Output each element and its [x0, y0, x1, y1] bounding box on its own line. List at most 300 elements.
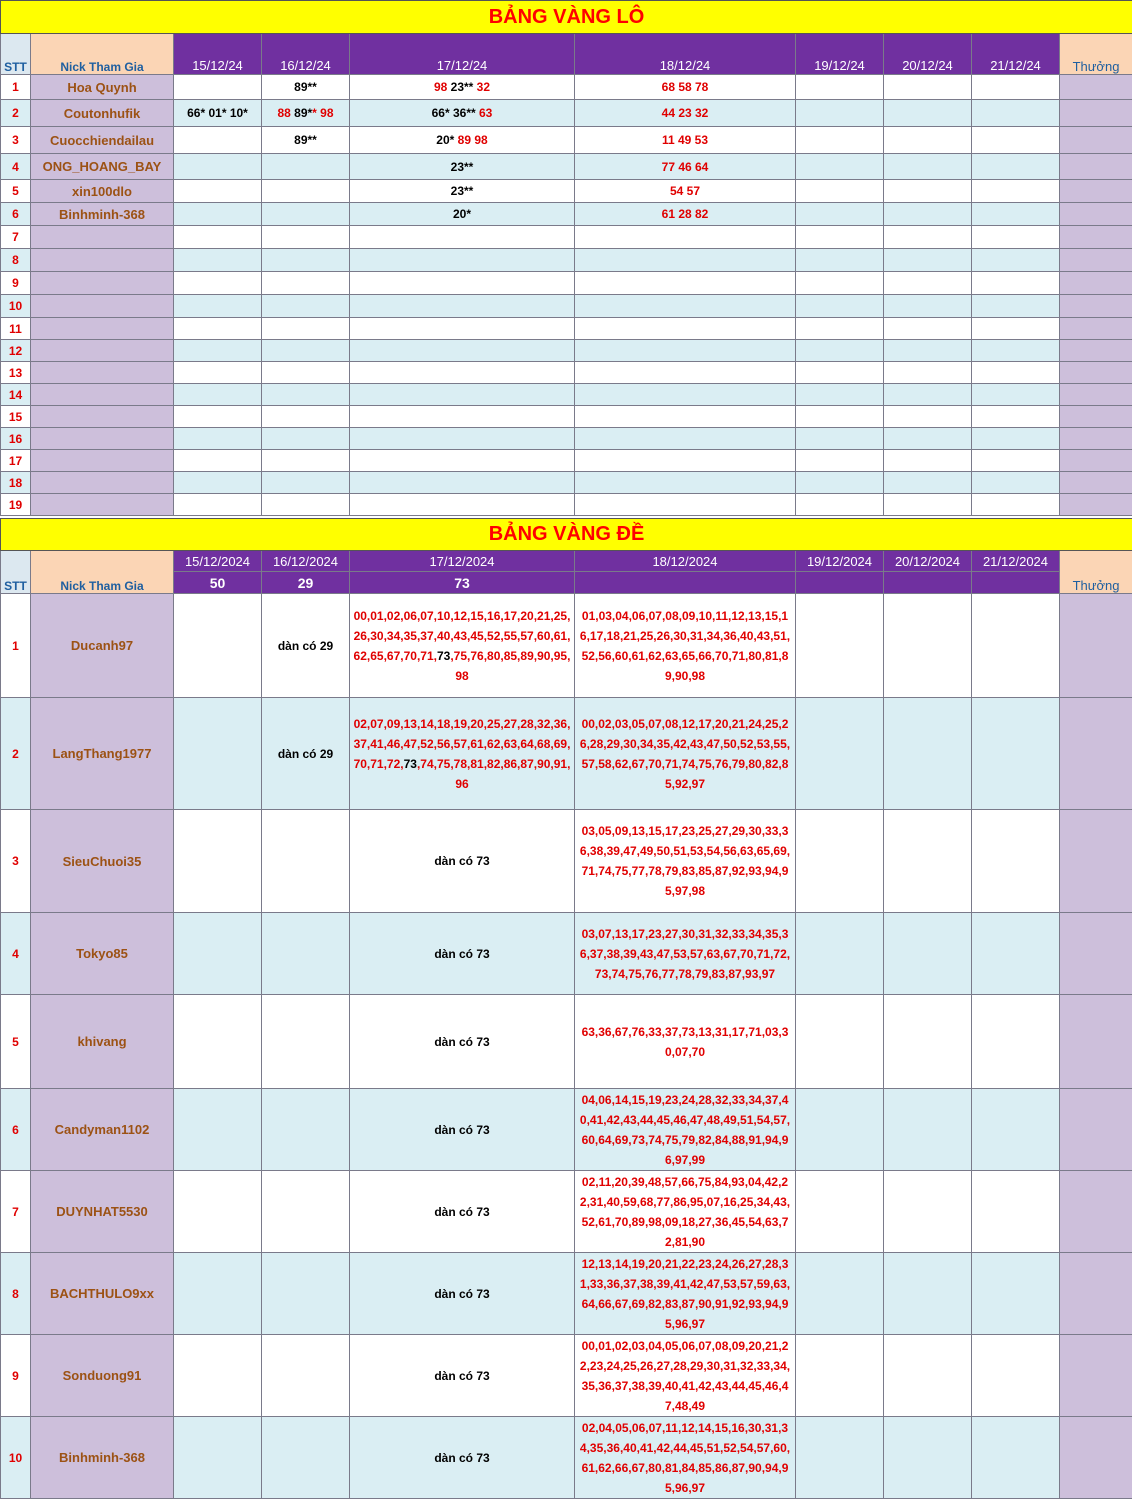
pick-cell [884, 472, 972, 494]
pick-cell [972, 362, 1060, 384]
prize-cell [1060, 450, 1132, 472]
lo-header-stt: STT [1, 34, 31, 75]
pick-cell [174, 698, 262, 810]
pick-cell [884, 180, 972, 203]
row-number: 9 [1, 1335, 31, 1417]
prize-cell [1060, 127, 1132, 154]
pick-cell [796, 913, 884, 995]
pick-cell [972, 1253, 1060, 1335]
de-header-row [1, 551, 1132, 572]
nick-name [31, 226, 174, 249]
pick-cell: dàn có 29 [262, 698, 350, 810]
prize-cell [1060, 810, 1132, 913]
pick-cell [884, 594, 972, 698]
pick-cell [575, 362, 796, 384]
prize-cell [1060, 1417, 1132, 1499]
pick-cell: 66* 01* 10* [174, 100, 262, 127]
de-header-date: 19/12/2024 [796, 551, 884, 572]
pick-cell [350, 450, 575, 472]
pick-cell [350, 318, 575, 340]
pick-cell [174, 384, 262, 406]
pick-cell [174, 362, 262, 384]
number-segment: 02,07,09,13,14,18,19,20,25,27,28,32,36,37,41,46,47,52,56,57,61,62,63,64,68,69,70,71,72, [353, 716, 571, 771]
pick-cell [884, 127, 972, 154]
pick-cell: dàn có 73 [350, 1253, 575, 1335]
pick-cell [174, 340, 262, 362]
pick-cell: dàn có 73 [350, 1417, 575, 1499]
pick-cell [796, 226, 884, 249]
pick-cell [262, 180, 350, 203]
nick-name [31, 272, 174, 295]
pick-cell [796, 295, 884, 318]
pick-cell [575, 318, 796, 340]
row-number: 6 [1, 1089, 31, 1171]
row-number: 13 [1, 362, 31, 384]
pick-cell [884, 428, 972, 450]
table-row [1, 1417, 1132, 1499]
pick-cell [262, 384, 350, 406]
table-row [1, 362, 1132, 384]
pick-cell [575, 340, 796, 362]
pick-cell [972, 810, 1060, 913]
number-segment: 66* 36** [431, 106, 479, 120]
pick-cell [796, 249, 884, 272]
row-number: 1 [1, 75, 31, 100]
pick-cell [884, 203, 972, 226]
prize-cell [1060, 249, 1132, 272]
pick-cell: 04,06,14,15,19,23,24,28,32,33,34,37,40,41,42,43,44,45,46,47,48,49,51,54,57,60,64,69,73,74,75,79,82,84,88,91,94,96,97,99 [575, 1089, 796, 1171]
de-header-nick: Nick Tham Gia [31, 551, 174, 594]
pick-cell [262, 995, 350, 1089]
pick-cell [796, 810, 884, 913]
pick-cell: 01,03,04,06,07,08,09,10,11,12,13,15,16,17,18,21,25,26,30,31,34,36,40,43,51,52,56,60,61,62,63,65,66,70,71,80,81,89,90,98 [575, 594, 796, 698]
pick-cell [174, 272, 262, 295]
pick-cell [350, 406, 575, 428]
de-result: 73 [350, 572, 575, 594]
nick-name: khivang [31, 995, 174, 1089]
pick-cell: 89** [262, 127, 350, 154]
number-segment: 73 [436, 648, 451, 663]
pick-cell [262, 362, 350, 384]
pick-cell [884, 450, 972, 472]
pick-cell [174, 226, 262, 249]
number-segment: 88 [277, 106, 295, 120]
prize-cell [1060, 203, 1132, 226]
pick-cell [972, 180, 1060, 203]
pick-cell [174, 75, 262, 100]
table-row [1, 127, 1132, 154]
prize-cell [1060, 995, 1132, 1089]
pick-cell: 12,13,14,19,20,21,22,23,24,26,27,28,31,33,36,37,38,39,41,42,47,53,57,59,63,64,66,67,69,82,83,87,90,91,92,93,94,95,96,97 [575, 1253, 796, 1335]
de-result: 50 [174, 572, 262, 594]
de-result [972, 572, 1060, 594]
nick-name [31, 494, 174, 516]
pick-cell: 54 57 [575, 180, 796, 203]
table-row [1, 1089, 1132, 1171]
pick-cell [350, 100, 575, 127]
pick-cell [796, 340, 884, 362]
table-row [1, 594, 1132, 698]
prize-cell [1060, 494, 1132, 516]
nick-name: Ducanh97 [31, 594, 174, 698]
lo-header-date: 19/12/24 [796, 34, 884, 75]
pick-cell [575, 406, 796, 428]
pick-cell [972, 203, 1060, 226]
de-header-date: 17/12/2024 [350, 551, 575, 572]
row-number: 12 [1, 340, 31, 362]
pick-cell [796, 1417, 884, 1499]
row-number: 5 [1, 995, 31, 1089]
lo-header-nick: Nick Tham Gia [31, 34, 174, 75]
prize-cell [1060, 913, 1132, 995]
nick-name: ONG_HOANG_BAY [31, 154, 174, 180]
de-header-date: 15/12/2024 [174, 551, 262, 572]
pick-cell [796, 1335, 884, 1417]
prize-cell [1060, 1171, 1132, 1253]
nick-name: SieuChuoi35 [31, 810, 174, 913]
lo-header-prize: Thưởng [1060, 34, 1132, 75]
prize-cell [1060, 1253, 1132, 1335]
row-number: 17 [1, 450, 31, 472]
pick-cell [350, 226, 575, 249]
pick-cell [796, 154, 884, 180]
row-number: 5 [1, 180, 31, 203]
pick-cell [350, 384, 575, 406]
pick-cell [972, 384, 1060, 406]
pick-cell [174, 180, 262, 203]
pick-cell [350, 362, 575, 384]
row-number: 18 [1, 472, 31, 494]
pick-cell [174, 406, 262, 428]
pick-cell [884, 75, 972, 100]
nick-name: Binhminh-368 [31, 203, 174, 226]
de-result [884, 572, 972, 594]
pick-cell [884, 913, 972, 995]
pick-cell [972, 594, 1060, 698]
pick-cell: 23** [350, 154, 575, 180]
pick-cell [575, 494, 796, 516]
row-number: 14 [1, 384, 31, 406]
prize-cell [1060, 384, 1132, 406]
pick-cell [796, 406, 884, 428]
row-number: 2 [1, 698, 31, 810]
pick-cell [174, 428, 262, 450]
pick-cell [884, 226, 972, 249]
de-header-date: 18/12/2024 [575, 551, 796, 572]
pick-cell [884, 100, 972, 127]
pick-cell: 63,36,67,76,33,37,73,13,31,17,71,03,30,07,70 [575, 995, 796, 1089]
pick-cell [972, 1089, 1060, 1171]
nick-name [31, 428, 174, 450]
nick-name: Hoa Quynh [31, 75, 174, 100]
number-segment: * 98 [312, 106, 334, 120]
pick-cell [174, 594, 262, 698]
nick-name [31, 340, 174, 362]
pick-cell: dàn có 73 [350, 995, 575, 1089]
de-result: 29 [262, 572, 350, 594]
pick-cell [972, 428, 1060, 450]
pick-cell [174, 295, 262, 318]
nick-name: Tokyo85 [31, 913, 174, 995]
pick-cell [972, 100, 1060, 127]
number-segment: 63 [479, 106, 493, 120]
pick-cell [575, 450, 796, 472]
table-row [1, 810, 1132, 913]
pick-cell [796, 203, 884, 226]
row-number: 6 [1, 203, 31, 226]
table-row [1, 1335, 1132, 1417]
nick-name: Binhminh-368 [31, 1417, 174, 1499]
pick-cell: dàn có 73 [350, 1089, 575, 1171]
pick-cell [972, 1335, 1060, 1417]
nick-name [31, 450, 174, 472]
pick-cell [884, 362, 972, 384]
pick-cell: 77 46 64 [575, 154, 796, 180]
pick-cell [884, 384, 972, 406]
nick-name: LangThang1977 [31, 698, 174, 810]
table-row [1, 249, 1132, 272]
row-number: 7 [1, 226, 31, 249]
pick-cell [796, 272, 884, 295]
prize-cell [1060, 1335, 1132, 1417]
table-row [1, 450, 1132, 472]
prize-cell [1060, 698, 1132, 810]
pick-cell [350, 249, 575, 272]
pick-cell [972, 249, 1060, 272]
pick-cell [262, 272, 350, 295]
pick-cell [884, 1417, 972, 1499]
row-number: 7 [1, 1171, 31, 1253]
pick-cell [350, 295, 575, 318]
table-row [1, 226, 1132, 249]
pick-cell [796, 1171, 884, 1253]
lo-header-row [1, 34, 1132, 75]
row-number: 4 [1, 913, 31, 995]
table-row [1, 272, 1132, 295]
pick-cell [884, 995, 972, 1089]
pick-cell [575, 226, 796, 249]
pick-cell [174, 494, 262, 516]
pick-cell [884, 1089, 972, 1171]
table-row [1, 384, 1132, 406]
pick-cell [796, 180, 884, 203]
pick-cell [972, 154, 1060, 180]
pick-cell: 00,01,02,03,04,05,06,07,08,09,20,21,22,23,24,25,26,27,28,29,30,31,32,33,34,35,36,37,38,39,40,41,42,43,44,45,46,47,48,49 [575, 1335, 796, 1417]
pick-cell [884, 698, 972, 810]
nick-name [31, 318, 174, 340]
pick-cell [884, 318, 972, 340]
prize-cell [1060, 472, 1132, 494]
pick-cell [262, 1253, 350, 1335]
pick-cell [174, 203, 262, 226]
pick-cell [884, 340, 972, 362]
pick-cell [262, 494, 350, 516]
table-row [1, 203, 1132, 226]
pick-cell [884, 494, 972, 516]
pick-cell: dàn có 73 [350, 913, 575, 995]
row-number: 3 [1, 810, 31, 913]
pick-cell [174, 472, 262, 494]
pick-cell [796, 362, 884, 384]
pick-cell [575, 272, 796, 295]
pick-cell [972, 1171, 1060, 1253]
prize-cell [1060, 295, 1132, 318]
pick-cell [796, 594, 884, 698]
pick-cell: dàn có 73 [350, 1171, 575, 1253]
pick-cell [350, 428, 575, 450]
pick-cell [262, 295, 350, 318]
nick-name: Sonduong91 [31, 1335, 174, 1417]
pick-cell [884, 249, 972, 272]
nick-name: Cuocchiendailau [31, 127, 174, 154]
table-row [1, 154, 1132, 180]
prize-cell [1060, 428, 1132, 450]
nick-name: DUYNHAT5530 [31, 1171, 174, 1253]
pick-cell [174, 913, 262, 995]
nick-name [31, 384, 174, 406]
de-header-stt: STT [1, 551, 31, 594]
table-row [1, 428, 1132, 450]
pick-cell [262, 1089, 350, 1171]
pick-cell [262, 406, 350, 428]
pick-cell [575, 472, 796, 494]
lo-header-date: 15/12/24 [174, 34, 262, 75]
pick-cell [796, 318, 884, 340]
pick-cell: 20* [350, 203, 575, 226]
pick-cell [884, 810, 972, 913]
nick-name: Candyman1102 [31, 1089, 174, 1171]
pick-cell [796, 698, 884, 810]
lo-table [0, 0, 1132, 516]
table-row [1, 698, 1132, 810]
pick-cell [262, 913, 350, 995]
row-number: 16 [1, 428, 31, 450]
pick-cell [262, 203, 350, 226]
row-number: 2 [1, 100, 31, 127]
row-number: 15 [1, 406, 31, 428]
pick-cell [262, 1171, 350, 1253]
pick-cell: 61 28 82 [575, 203, 796, 226]
pick-cell [575, 295, 796, 318]
prize-cell [1060, 318, 1132, 340]
table-row [1, 100, 1132, 127]
prize-cell [1060, 340, 1132, 362]
pick-cell: 89** [262, 75, 350, 100]
pick-cell [350, 594, 575, 698]
prize-cell [1060, 1089, 1132, 1171]
prize-cell [1060, 154, 1132, 180]
prize-cell [1060, 180, 1132, 203]
prize-cell [1060, 362, 1132, 384]
pick-cell [796, 1253, 884, 1335]
lo-header-date: 18/12/24 [575, 34, 796, 75]
number-segment: 89 98 [457, 133, 488, 147]
pick-cell [262, 226, 350, 249]
pick-cell [796, 75, 884, 100]
pick-cell [174, 1171, 262, 1253]
pick-cell [350, 494, 575, 516]
pick-cell [262, 810, 350, 913]
pick-cell [884, 1171, 972, 1253]
lo-header-date: 17/12/24 [350, 34, 575, 75]
row-number: 8 [1, 249, 31, 272]
nick-name [31, 362, 174, 384]
number-segment: 32 [476, 80, 491, 94]
table-row [1, 494, 1132, 516]
pick-cell [884, 1335, 972, 1417]
de-header-date: 20/12/2024 [884, 551, 972, 572]
nick-name: Coutonhufik [31, 100, 174, 127]
pick-cell [575, 428, 796, 450]
pick-cell: 00,02,03,05,07,08,12,17,20,21,24,25,26,28,29,30,34,35,42,43,47,50,52,53,55,57,58,62,67,70,71,74,75,76,79,80,82,85,92,97 [575, 698, 796, 810]
table-row [1, 75, 1132, 100]
pick-cell: 23** [350, 180, 575, 203]
table-row [1, 1171, 1132, 1253]
table-row [1, 318, 1132, 340]
pick-cell [174, 249, 262, 272]
prize-cell [1060, 226, 1132, 249]
pick-cell [972, 272, 1060, 295]
lo-title: BẢNG VÀNG LÔ [1, 1, 1132, 34]
lo-header-date: 21/12/24 [972, 34, 1060, 75]
pick-cell [796, 450, 884, 472]
lo-header-date: 20/12/24 [884, 34, 972, 75]
prize-cell [1060, 100, 1132, 127]
pick-cell: 68 58 78 [575, 75, 796, 100]
pick-cell [174, 450, 262, 472]
pick-cell [350, 698, 575, 810]
pick-cell [262, 318, 350, 340]
number-segment: ,74,75,78,81,82,86,87,90,91,96 [416, 756, 571, 791]
pick-cell [174, 318, 262, 340]
row-number: 9 [1, 272, 31, 295]
pick-cell [174, 154, 262, 180]
table-row [1, 180, 1132, 203]
pick-cell [174, 1335, 262, 1417]
table-row [1, 340, 1132, 362]
de-result [575, 572, 796, 594]
pick-cell [262, 249, 350, 272]
pick-cell [884, 406, 972, 428]
table-row [1, 995, 1132, 1089]
number-segment: ,75,76,80,85,89,90,95,98 [450, 648, 571, 683]
pick-cell [884, 272, 972, 295]
pick-cell [972, 295, 1060, 318]
pick-cell: 03,05,09,13,15,17,23,25,27,29,30,33,36,38,39,47,49,50,51,53,54,56,63,65,69,71,74,75,77,78,79,83,85,87,92,93,94,95,97,98 [575, 810, 796, 913]
pick-cell [972, 406, 1060, 428]
number-segment: 00,01,02,06,07,10,12,15,16,17,20,21,25,26,30,34,35,37,40,43,45,52,55,57,60,61,62,65,67,70,71, [353, 608, 571, 663]
nick-name [31, 295, 174, 318]
prize-cell [1060, 406, 1132, 428]
de-header-date: 16/12/2024 [262, 551, 350, 572]
table-row [1, 295, 1132, 318]
pick-cell [174, 1089, 262, 1171]
pick-cell: 03,07,13,17,23,27,30,31,32,33,34,35,36,37,38,39,43,47,53,57,63,67,70,71,72,73,74,75,76,77,78,79,83,87,93,97 [575, 913, 796, 995]
lo-header-date: 16/12/24 [262, 34, 350, 75]
pick-cell [350, 272, 575, 295]
pick-cell [262, 1335, 350, 1417]
row-number: 1 [1, 594, 31, 698]
pick-cell [884, 1253, 972, 1335]
pick-cell [350, 127, 575, 154]
table-row [1, 472, 1132, 494]
pick-cell: 44 23 32 [575, 100, 796, 127]
pick-cell [796, 127, 884, 154]
table-row [1, 913, 1132, 995]
pick-cell [796, 100, 884, 127]
pick-cell [350, 340, 575, 362]
number-segment: 89* [294, 106, 313, 120]
